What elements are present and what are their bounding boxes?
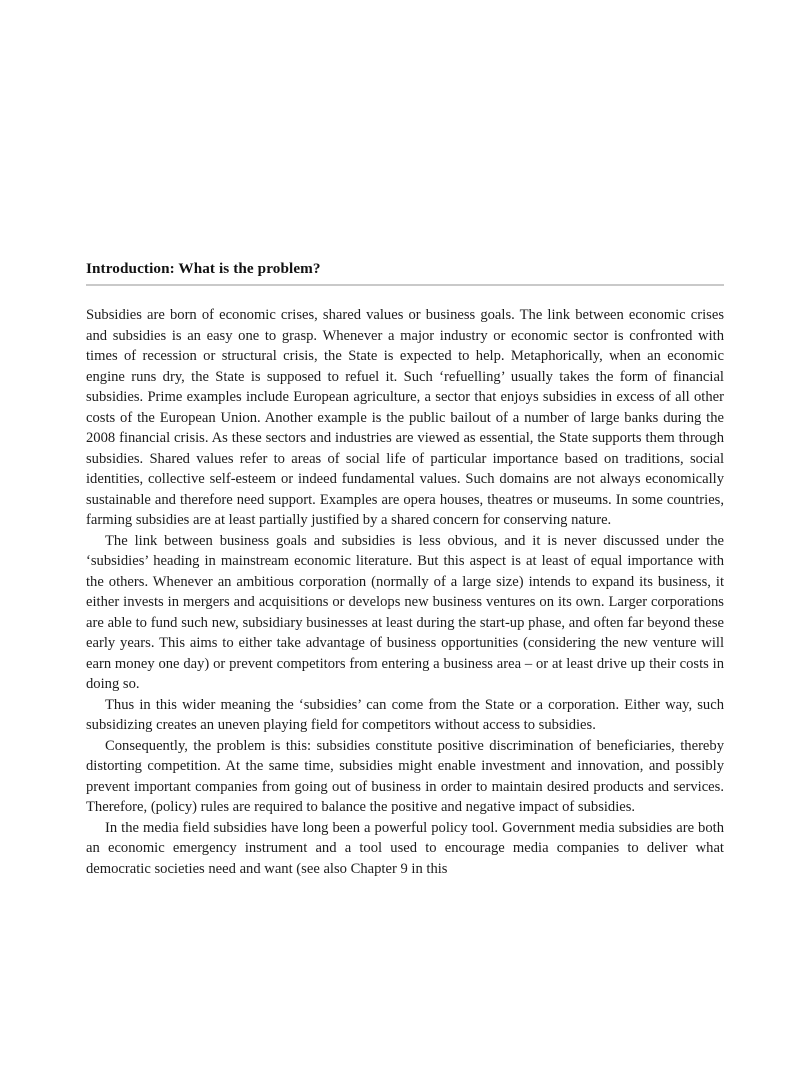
paragraph: The link between business goals and subsidies is less obvious, and it is never discussed under the ‘subsidies’ heading in mainstream economic literature. But this aspect is at least of equal importance with the others. Whenever an ambitious corporation (normally of a large size) intends to expand its business, it either invests in mergers and acquisitions or develops new business ventures on its own. Larger corporations are able to fund such new, subsidiary businesses at least during the start-up phase, and often far beyond these early years. This aims to either take advantage of business opportunities (considering the new venture will earn money one day) or prevent competitors from entering a business area – or at least drive up their costs in doing so. <box>86 532 724 692</box>
page-title: Introduction: What is the problem? <box>86 260 321 277</box>
paragraph: In the media field subsidies have long been a powerful policy tool. Government media subsidies are both an economic emergency instrument and a tool used to encourage media companies to deliver what democratic societies need and want (see also Chapter 9 in this <box>86 819 724 877</box>
paragraph: Consequently, the problem is this: subsidies constitute positive discrimination of beneficiaries, thereby distorting competition. At the same time, subsidies might enable investment and innovation, and possibly prevent important companies from going out of business in order to maintain desired products and services. Therefore, (policy) rules are required to balance the positive and negative impact of subsidies. <box>86 737 724 815</box>
paragraph: Thus in this wider meaning the ‘subsidies’ can come from the State or a corporation. Either way, such subsidizing creates an uneven playing field for competitors without access to subsidies. <box>86 696 724 733</box>
paragraph: Subsidies are born of economic crises, shared values or business goals. The link between economic crises and subsidies is an easy one to grasp. Whenever a major industry or economic sector is confronted with times of recession or structural crisis, the State is expected to help. Metaphorically, when an economic engine runs dry, the State is supposed to refuel it. Such ‘refuelling’ usually takes the form of financial subsidies. Prime examples include European agriculture, a sector that enjoys subsidies in excess of all other costs of the European Union. Another example is the public bailout of a number of large banks during the 2008 financial crisis. As these sectors and industries are viewed as essential, the State supports them through subsidies. Shared values refer to areas of social life of particular importance based on traditions, social identities, collective self-esteem or indeed fundamental values. Such domains are not always economically sustainable and therefore need support. Examples are opera houses, theatres or museums. In some countries, farming subsidies are at least partially justified by a shared concern for conserving nature. <box>86 307 724 528</box>
body-text <box>86 305 724 879</box>
page-content <box>86 259 724 879</box>
heading-divider <box>86 284 724 286</box>
